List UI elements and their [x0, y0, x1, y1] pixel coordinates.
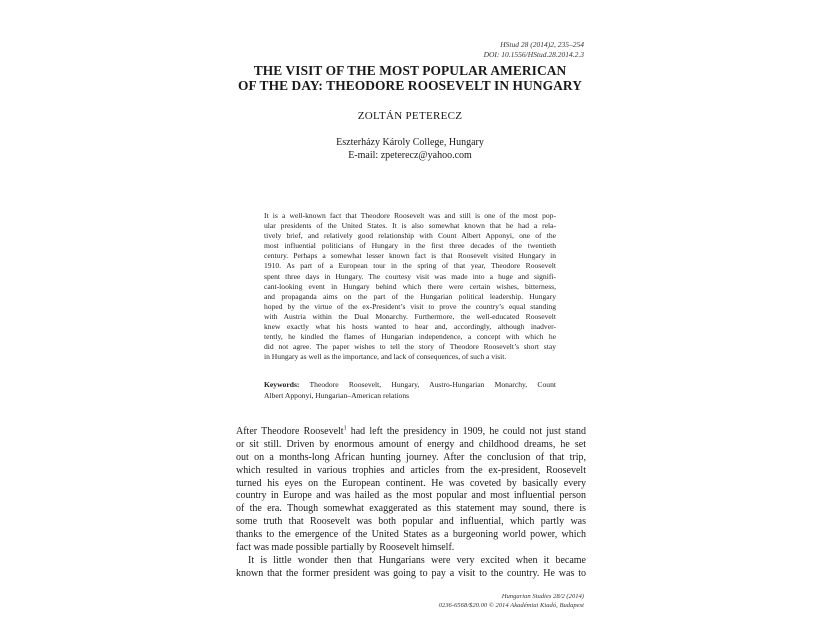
- keywords-line: Albert Apponyi, Hungarian–American relations: [264, 390, 410, 400]
- title-line-1: THE VISIT OF THE MOST POPULAR AMERICAN: [253, 63, 567, 78]
- abstract-line: tently, he kindled the flames of Hungarian independence, a concept with which he: [264, 332, 556, 342]
- body-line: some truth that Roosevelt was both popular and influential, which partly was: [236, 516, 586, 528]
- author-name: ZOLTÁN PETERECZ: [357, 110, 463, 122]
- abstract-line: hoped by the virtue of the ex-President’s visit to prove the country’s equal standing: [264, 301, 556, 311]
- body-line: out on a months-long African hunting journey. After the conclusion of that trip,: [236, 451, 586, 463]
- page-footer: [439, 593, 584, 610]
- body-text: [236, 426, 586, 581]
- title-line-2: OF THE DAY: THEODORE ROOSEVELT IN HUNGARY: [238, 78, 582, 93]
- doi: DOI: 10.1556/HStud.28.2014.2.3: [483, 50, 584, 59]
- body-line: turned his eyes on the European continent. He was coveted by basically every: [236, 477, 586, 489]
- abstract-line: and propaganda aims on the part of the Hungarian political leadership. Hungary: [264, 291, 556, 301]
- keywords: [264, 380, 556, 401]
- body-line: It is little wonder then that Hungarians were very excited when it became: [248, 554, 586, 566]
- body-line: or sit still. Driven by enormous amount of energy and childhood dreams, he set: [236, 438, 586, 450]
- abstract-line: did not agree. The paper wishes to tell the story of Theodore Roosevelt’s short stay: [264, 342, 556, 352]
- abstract-line: with Austria within the Dual Monarchy. Furthermore, the well-educated Roosevelt: [264, 311, 556, 321]
- body-line: which resulted in various trophies and articles from the ex-president, Roosevelt: [236, 464, 586, 476]
- body-line: of the era. Though somewhat exaggerated as this statement may sound, there is: [236, 503, 586, 515]
- body-line: known that the former president was going to pay a visit to the country. He was to: [236, 567, 586, 579]
- author-affiliation: [160, 136, 660, 162]
- body-text-start: After Theodore Roosevelt: [236, 426, 344, 437]
- body-line: thanks to the emergence of the United States as a burgeoning world power, which: [236, 529, 586, 541]
- footnote-reference[interactable]: 1: [343, 425, 347, 432]
- abstract-line: It is a well-known fact that Theodore Roosevelt was and still is one of the most pop-: [264, 211, 556, 220]
- body-line: [236, 426, 586, 439]
- keywords-list: Theodore Roosevelt, Hungary, Austro-Hungarian Monarchy, Count: [309, 380, 556, 389]
- abstract-line: cant-looking event in Hungary behind which there were certain wishes, bitterness,: [264, 281, 556, 291]
- body-text-continued: had left the presidency in 1909, he could not just stand: [346, 426, 586, 437]
- paper-title: [160, 63, 660, 93]
- keywords-line: [264, 380, 556, 391]
- abstract-line: most influential politicians of Hungary in the first three decades of the twentieth: [264, 241, 556, 251]
- abstract-line: 1910. As part of a European tour in the spring of that year, Theodore Roosevelt: [264, 261, 556, 271]
- institution: Eszterházy Károly College, Hungary: [336, 137, 484, 148]
- abstract-line: century. Perhaps a somewhat lesser known fact is that Roosevelt visited Hungary in: [264, 251, 556, 261]
- author-email: E-mail: zpeterecz@yahoo.com: [348, 150, 472, 161]
- body-line: fact was made possible partially by Roosevelt himself.: [236, 542, 455, 554]
- keywords-label: Keywords:: [264, 380, 300, 389]
- abstract-line: in Hungary as well as the importance, and lack of consequences, of such a visit.: [264, 352, 507, 362]
- abstract: [264, 211, 556, 362]
- body-line: country in Europe and was hailed as the most popular and most influential person: [236, 490, 586, 502]
- footer-copyright: 0236-6568/$20.00 © 2014 Akadémiai Kiadó, Budapest: [438, 601, 584, 609]
- journal-reference: [484, 40, 584, 60]
- abstract-line: spent three days in Hungary. The courtesy visit was made into a huge and signifi-: [264, 271, 556, 281]
- footer-journal: Hungarian Studies 28/2 (2014): [501, 593, 584, 600]
- abstract-line: tively brief, and relatively good relationship with Count Albert Apponyi, one of the: [264, 231, 556, 241]
- abstract-line: ular presidents of the United States. It is also somewhat known that he had a rela-: [264, 221, 556, 231]
- journal-citation: HStud 28 (2014)2, 235–254: [500, 40, 584, 49]
- abstract-line: knew exactly what his hosts wanted to hear and, accordingly, although inadver-: [264, 322, 556, 332]
